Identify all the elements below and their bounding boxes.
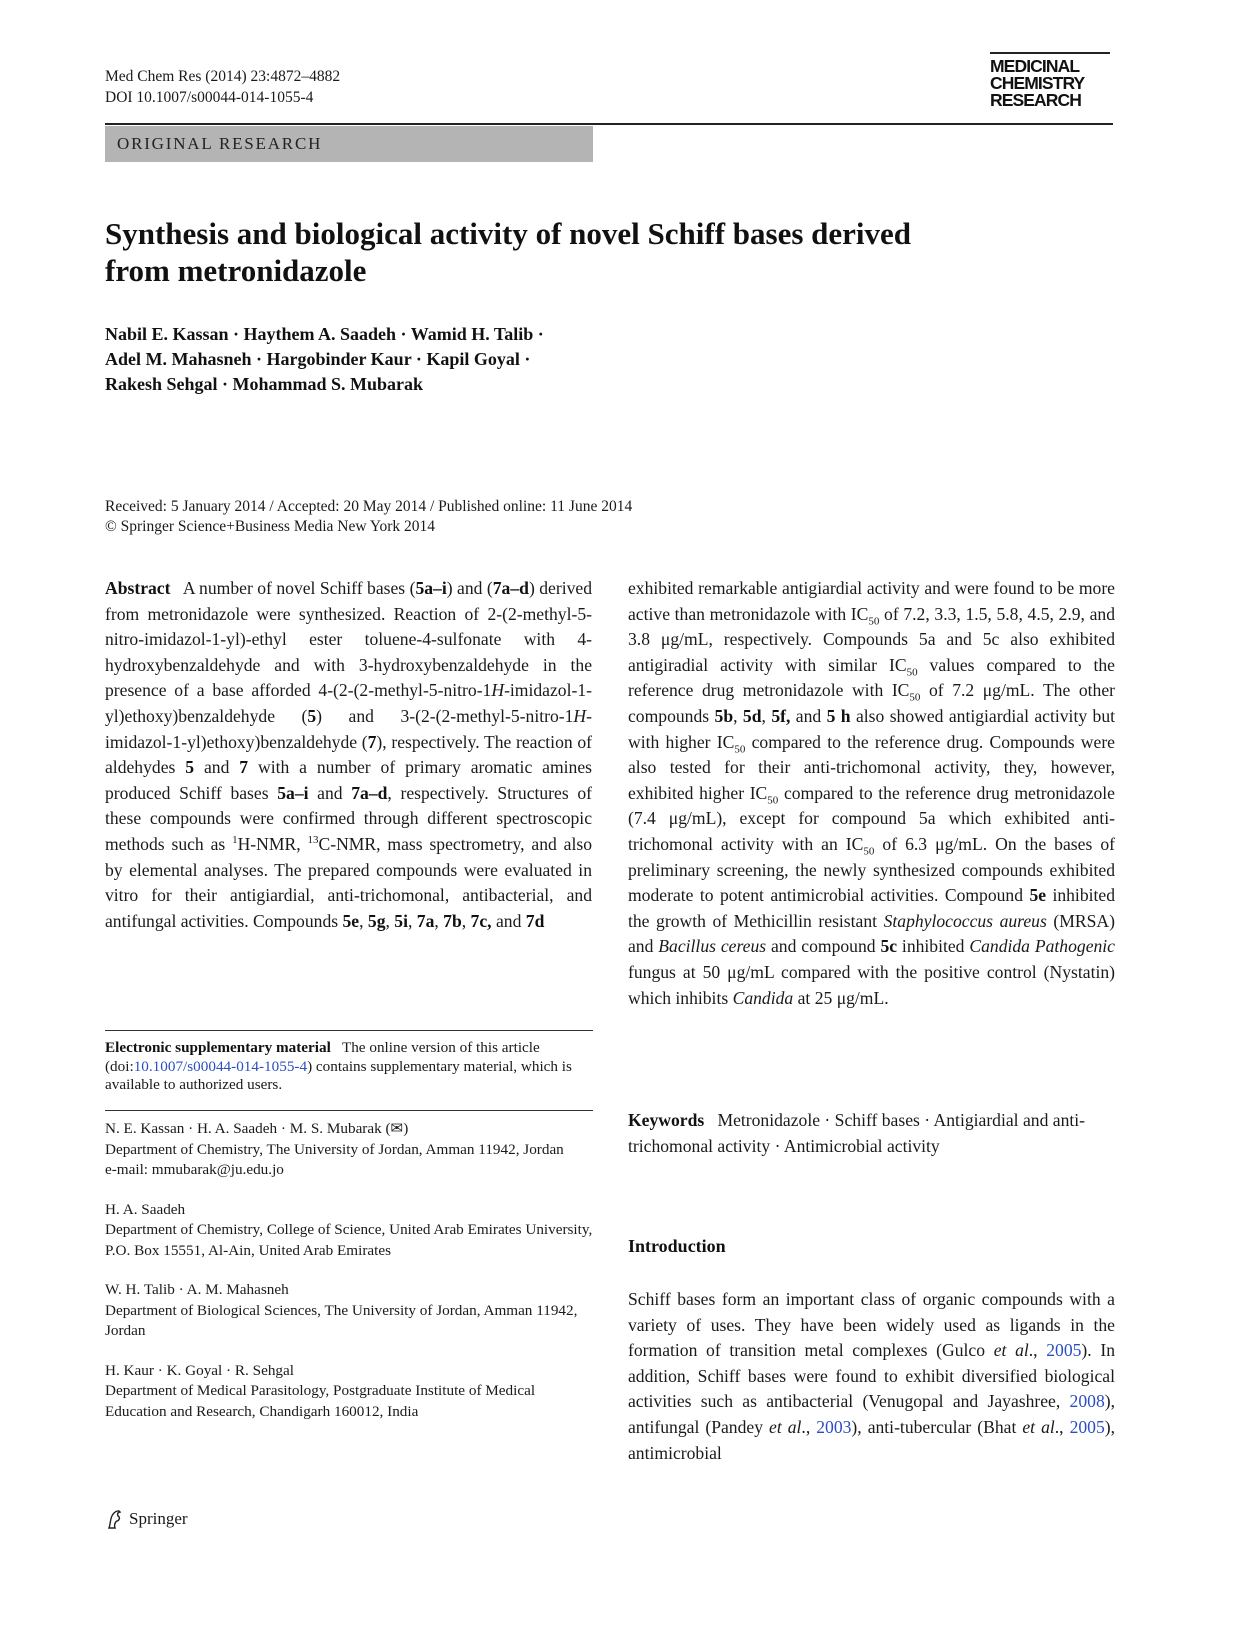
- article-title: [105, 215, 1005, 289]
- affiliation-names: N. E. Kassan · H. A. Saadeh · M. S. Mubarak (✉): [105, 1120, 409, 1137]
- affiliation-block: [105, 1280, 593, 1342]
- supplementary-note: Electronic supplementary material The online version of this article (doi:10.1007/s00044-014-1055-4) contains supplementary material, which is available to authorized users.: [105, 1030, 593, 1095]
- journal-citation: Med Chem Res (2014) 23:4872–4882: [105, 68, 341, 85]
- abstract-paragraph: Abstract A number of novel Schiff bases (5a–i) and (7a–d) derived from metronidazole were synthesized. Reaction of 2-(2-methyl-5-nitro-imidazol-1-yl)-ethyl ester toluene-4-sulfonate with 4-hydroxybenzaldehyde and with 3-hydroxybenzaldehyde in the presence of a base afforded 4-(2-(2-methyl-5-nitro-1H-imidazol-1-yl)ethoxy)benzaldehyde (5) and 3-(2-(2-methyl-5-nitro-1H-imidazol-1-yl)ethoxy)benzaldehyde (7), respectively. The reaction of aldehydes 5 and 7 with a number of primary aromatic amines produced Schiff bases 5a–i and 7a–d, respectively. Structures of these compounds were confirmed through different spectroscopic methods such as $^1$H-NMR, $^{13}$C-NMR, mass spectrometry, and also by elemental analyses. The prepared compounds were evaluated in vitro for their antigiardial, anti-trichomonal, antibacterial, and antifungal activities. Compounds 5e, 5g, 5i, 7a, 7b, 7c, and 7d: [105, 578, 593, 931]
- affiliation-dept: Department of Chemistry, The University of Jordan, Amman 11942, Jordan: [105, 1140, 564, 1158]
- introduction-body: [628, 1287, 1115, 1466]
- logo-line: MEDICINAL: [990, 56, 1080, 76]
- abstract-continuation: exhibited remarkable antigiardial activity and were found to be more active than metronidazole with $IC_{50}$ of 7.2, 3.3, 1.5, 5.8, 4.5, 2.9, and 3.8 μg/mL, respectively. Compounds 5a and 5c also exhibited antigiradial activity with similar $IC_{50}$ values compared to the reference drug metronidazole with $IC_{50}$ of 7.2 μg/mL. The other compounds 5b, 5d, 5f, and 5 h also showed antigiardial activity but with higher $IC_{50}$ compared to the reference drug. Compounds were also tested for their anti-trichomonal activity, they, however, exhibited higher $IC_{50}$ compared to the reference drug metronidazole (7.4 μg/mL), except for compound 5a which exhibited anti-trichomonal activity with an $IC_{50}$ of 6.3 μg/mL. On the bases of preliminary screening, the newly synthesized compounds exhibited moderate to potent antimicrobial activities. Compound 5e inhibited the growth of Methicillin resistant Staphylococcus aureus (MRSA) and Bacillus cereus and compound 5c inhibited Candida Pathogenic fungus at 50 μg/mL compared with the positive control (Nystatin) which inhibits Candida at 25 μg/mL.: [628, 578, 1116, 1008]
- citation-link[interactable]: 2008: [1069, 1391, 1105, 1412]
- author-list: [105, 322, 705, 397]
- esm-heading: Electronic supplementary material: [105, 1039, 331, 1056]
- affiliation-block: [105, 1200, 593, 1262]
- keywords-text: Metronidazole · Schiff bases · Antigiardial and anti-trichomonal activity · Antimicrobial activity: [628, 1110, 1086, 1156]
- citation-link[interactable]: 2003: [816, 1416, 852, 1437]
- logo-line: CHEMISTRY: [990, 73, 1085, 93]
- affiliations: [105, 1110, 593, 1441]
- authors-line: Adel M. Mahasneh · Hargobinder Kaur · Kapil Goyal ·: [105, 349, 531, 369]
- title-line: Synthesis and biological activity of novel Schiff bases derived: [105, 216, 912, 251]
- section-label: ORIGINAL RESEARCH: [105, 126, 593, 162]
- history-dates: Received: 5 January 2014 / Accepted: 20 May 2014 / Published online: 11 June 2014: [105, 498, 633, 515]
- publication-dates: [105, 497, 865, 537]
- journal-logo: [990, 52, 1110, 109]
- affiliation-dept: Department of Chemistry, College of Science, United Arab Emirates University, P.O. Box 15551, Al-Ain, United Arab Emirates: [105, 1221, 593, 1259]
- title-line: from metronidazole: [105, 253, 367, 288]
- affiliation-dept: Department of Biological Sciences, The University of Jordan, Amman 11942, Jordan: [105, 1301, 578, 1339]
- copyright: © Springer Science+Business Media New York 2014: [105, 518, 436, 535]
- introduction-paragraph: Schiff bases form an important class of organic compounds with a variety of uses. They have been widely used as ligands in the formation of transition metal complexes (Gulco et al., 2005). In addition, Schiff bases were found to exhibit diversified biological activities such as antibacterial (Venugopal and Jayashree, 2008), antifungal (Pandey et al., 2003), anti-tubercular (Bhat et al., 2005), antimicrobial: [628, 1289, 1116, 1463]
- publisher-name: Springer: [129, 1509, 188, 1528]
- citation-link[interactable]: 2005: [1069, 1416, 1105, 1437]
- journal-reference: [105, 66, 340, 108]
- affiliation-block: [105, 1361, 593, 1423]
- abstract-left: [105, 576, 592, 934]
- keywords: [628, 1108, 1115, 1159]
- author-email[interactable]: e-mail: mmubarak@ju.edu.jo: [105, 1161, 284, 1178]
- authors-line: Rakesh Sehgal · Mohammad S. Mubarak: [105, 374, 424, 394]
- introduction-heading: Introduction: [628, 1236, 726, 1256]
- affiliation-names: W. H. Talib · A. M. Mahasneh: [105, 1281, 289, 1298]
- authors-line: Nabil E. Kassan · Haythem A. Saadeh · Wamid H. Talib ·: [105, 324, 544, 344]
- abstract-right: [628, 576, 1115, 1011]
- affiliation-names: H. Kaur · K. Goyal · R. Sehgal: [105, 1361, 294, 1379]
- doi: DOI 10.1007/s00044-014-1055-4: [105, 89, 314, 106]
- affiliation-names: H. A. Saadeh: [105, 1200, 186, 1218]
- header-rule: [105, 123, 1113, 125]
- logo-line: RESEARCH: [990, 90, 1082, 110]
- citation-link[interactable]: 2005: [1046, 1340, 1082, 1361]
- springer-horse-icon: [105, 1508, 125, 1530]
- keywords-heading: Keywords: [628, 1110, 705, 1130]
- affiliation-dept: Department of Medical Parasitology, Postgraduate Institute of Medical Education and Research, Chandigarh 160012, India: [105, 1382, 536, 1420]
- affiliation-block: [105, 1119, 593, 1181]
- abstract-heading: Abstract: [105, 578, 171, 598]
- doi-link[interactable]: 10.1007/s00044-014-1055-4: [133, 1057, 308, 1075]
- springer-footer: [105, 1508, 188, 1530]
